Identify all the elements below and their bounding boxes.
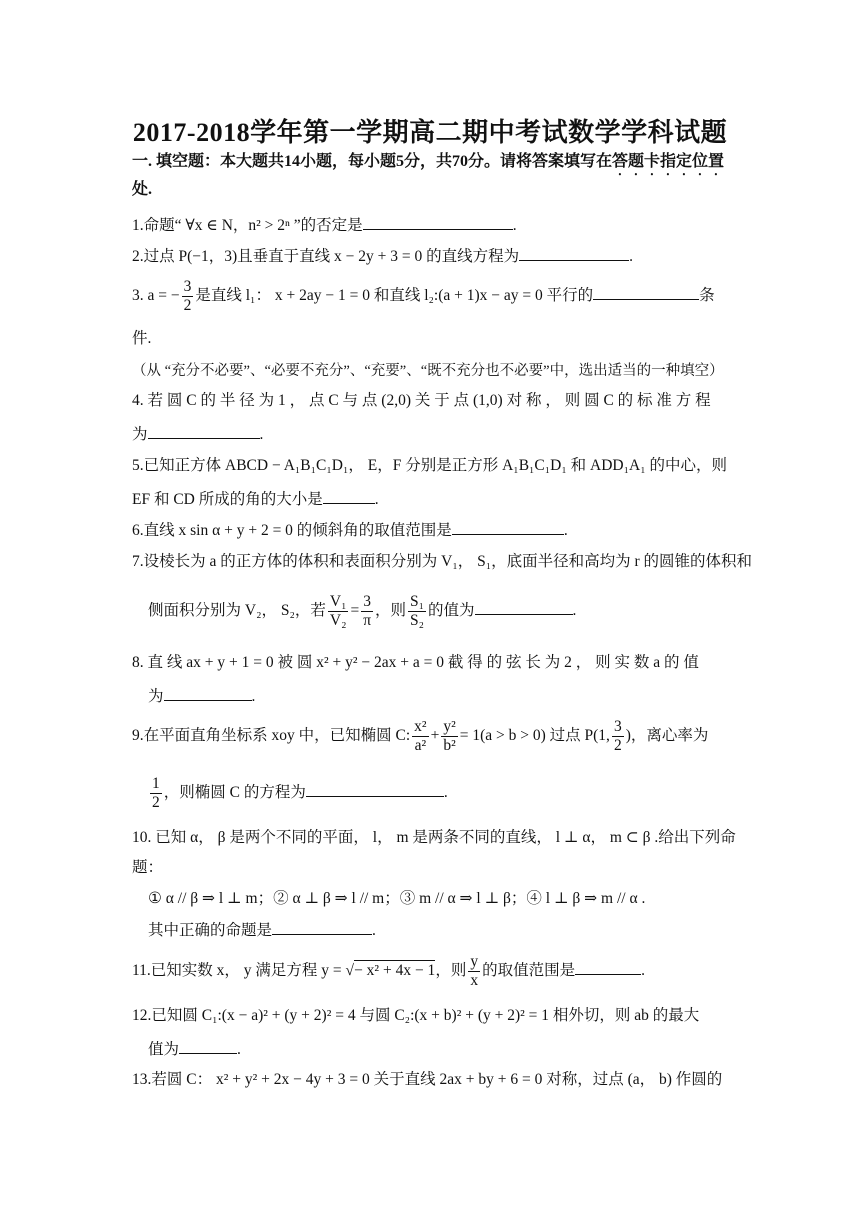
question-10-cont: 题：: [132, 859, 164, 876]
question-3-cont: 件.: [132, 330, 152, 347]
emphasized-location: 答题卡指定位置: [612, 153, 725, 170]
question-4: 4. 若 圆 C 的 半 径 为 1 ， 点 C 与 点 (2,0) 关 于 点 (1,0) 对 称 ， 则 圆 C 的 标 准 方 程: [132, 392, 711, 409]
question-9-cont: $\frac{1}{2}$ ，则椭圆 C 的方程为 .: [152, 774, 448, 811]
fraction: $\frac{\text{y²}}{\text{b²}}$: [443, 717, 456, 754]
fraction: $\frac{3}{2}$: [613, 717, 622, 754]
answer-blank: [306, 780, 444, 797]
question-8: 8. 直 线 ax + y + 1 = 0 被 圆 x² + y² − 2ax + a = 0 截 得 的 弦 长 为 2 ， 则 实 数 a 的 值: [132, 654, 699, 671]
question-10-options: ① α // β ⇒ l ⊥ m；② α ⊥ β ⇒ l // m；③ m // α ⇒ l ⊥ β；④ l ⊥ β ⇒ m // α .: [148, 890, 646, 907]
question-10: 10. 已知 α， β 是两个不同的平面， l， m 是两条不同的直线， l ⊥ α， m ⊂ β .给出下列命: [132, 829, 736, 846]
answer-blank: [179, 1037, 237, 1054]
question-4-cont: 为 .: [132, 422, 732, 446]
question-3: 3. a = − $\frac{3}{2}$ 是直线 l₁： x + 2ay − 1 = 0 和直线 l₂:(a + 1)x − ay = 0 平行的 条: [132, 277, 715, 314]
answer-blank: [164, 684, 252, 701]
question-5: 5.已知正方体 ABCD − A₁B₁C₁D₁， E，F 分别是正方形 A₁B₁C₁D₁ 和 ADD₁A₁ 的中心，则: [132, 457, 727, 474]
question-11: 11.已知实数 x， y 满足方程 y = √− x² + 4x − 1，则 $\frac{y}{x}$ 的取值范围是 .: [132, 952, 645, 989]
fraction: $\frac{3}{2}$: [183, 277, 192, 314]
answer-blank: [519, 244, 629, 261]
question-7: 7.设棱长为 a 的正方体的体积和表面积分别为 V₁， S₁，底面半径和高均为 r 的圆锥的体积和: [132, 553, 753, 570]
fraction: $\frac{\text{V₁}}{\text{V₂}}$: [329, 592, 347, 629]
fraction: $\frac{\text{S₁}}{\text{S₂}}$: [410, 592, 425, 629]
answer-blank: [272, 918, 372, 935]
answer-blank: [363, 213, 513, 230]
question-8-cont: 为 .: [148, 684, 748, 708]
question-13: 13.若圆 C： x² + y² + 2x − 4y + 3 = 0 关于直线 2ax + by + 6 = 0 对称，过点 (a， b) 作圆的: [132, 1071, 723, 1088]
fraction: $\frac{3}{\pi}$: [363, 592, 372, 629]
radical: − x² + 4x − 1: [354, 962, 436, 979]
section-heading-cont: 处.: [132, 181, 153, 198]
answer-blank: [323, 487, 375, 504]
answer-blank: [593, 283, 699, 300]
fraction: $\frac{y}{x}$: [470, 952, 479, 989]
answer-blank: [148, 422, 260, 439]
question-3-note: （从 “充分不必要”、“必要不充分”、“充要”、“既不充分也不必要”中，选出适当的一种填空）: [132, 363, 724, 379]
question-6: 6.直线 x sin α + y + 2 = 0 的倾斜角的取值范围是 .: [132, 518, 732, 542]
question-12-cont: 值为 .: [148, 1037, 748, 1061]
fraction: $\frac{1}{2}$: [152, 774, 160, 811]
section-heading: 一. 填空题：本大题共14小题，每小题5分，共70分。请将答案填写在答题卡指定位置: [132, 153, 725, 170]
question-10-answer: 其中正确的命题是 .: [148, 918, 748, 942]
exam-title: 2017-2018学年第一学期高二期中考试数学学科试题: [132, 118, 728, 147]
question-5-cont: EF 和 CD 所成的角的大小是 .: [132, 487, 732, 511]
question-12: 12.已知圆 C₁:(x − a)² + (y + 2)² = 4 与圆 C₂:(x + b)² + (y + 2)² = 1 相外切，则 ab 的最大: [132, 1007, 700, 1024]
answer-blank: [575, 958, 641, 975]
question-2: 2.过点 P(−1，3)且垂直于直线 x − 2y + 3 = 0 的直线方程为 .: [132, 244, 732, 268]
question-9: 9.在平面直角坐标系 xoy 中，已知椭圆 C: $\frac{\text{x²}}{\text{a²}}$ + $\frac{\text{y²}}{\text{b²}}$ = 1(a > b > 0) 过点 P(1, $\frac{3}{2}$ )，离心率为: [132, 717, 709, 754]
answer-blank: [475, 598, 573, 615]
question-1: 1.命题“ ∀x ∈ N，n² > 2ⁿ ”的否定是 .: [132, 213, 732, 237]
question-7-cont: 侧面积分别为 V₂， S₂，若 $\frac{\text{V₁}}{\text{V₂}}$ = $\frac{3}{\pi}$ ，则 $\frac{\text{S₁}}{\text{S₂}}$ 的值为 .: [148, 592, 577, 629]
fraction: $\frac{\text{x²}}{\text{a²}}$: [414, 717, 427, 754]
answer-blank: [452, 518, 564, 535]
